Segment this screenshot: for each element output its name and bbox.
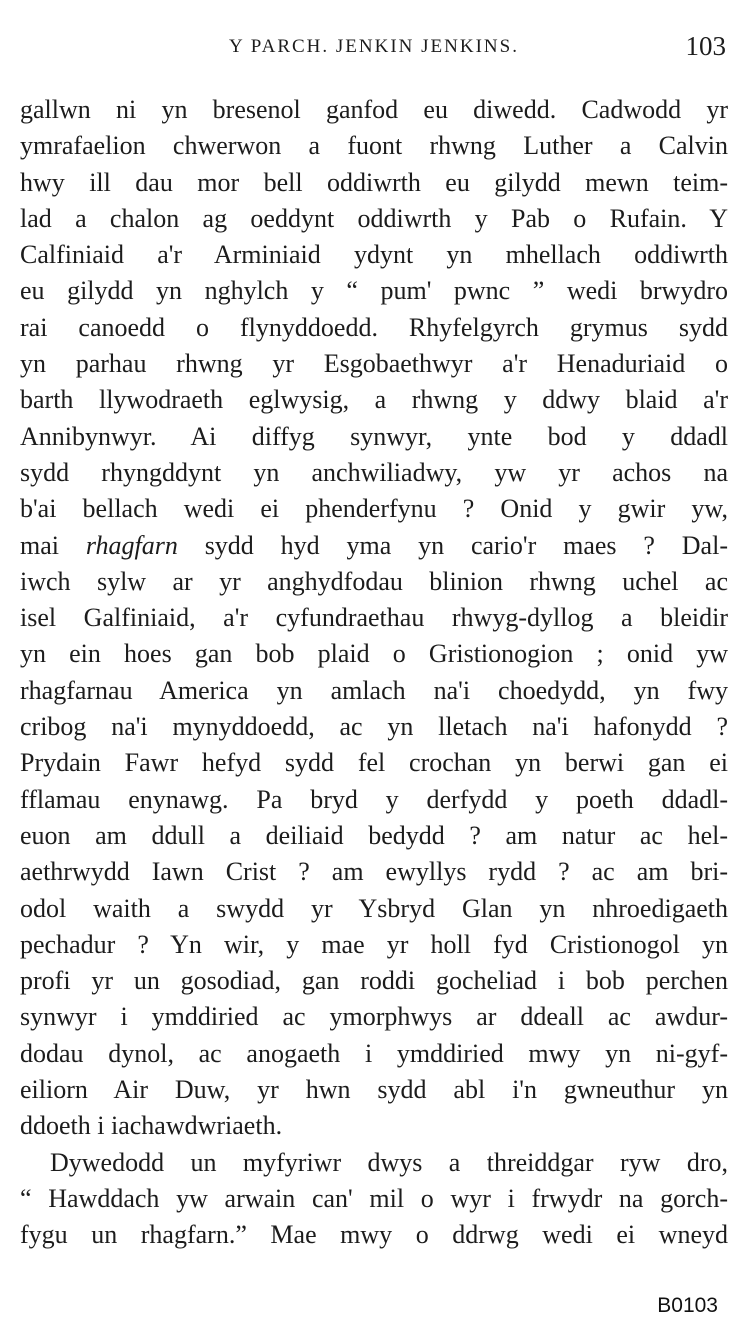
text-line: Calfiniaid a'r Arminiaid ydynt yn mhellach oddiwrth: [20, 240, 728, 270]
text-line: cribog na'i mynyddoedd, ac yn lletach na'i hafonydd ?: [20, 712, 728, 742]
italic-word: rhagfarn: [85, 530, 178, 560]
text-line: eiliorn Air Duw, yr hwn sydd abl i'n gwneuthur yn: [20, 1075, 728, 1105]
text-line: sydd rhyngddynt yn anchwiliadwy, yw yr achos na: [20, 457, 728, 487]
text-line: yn parhau rhwng yr Esgobaethwyr a'r Henaduriaid o: [20, 349, 728, 379]
text-line: fflamau enynawg. Pa bryd y derfydd y poeth ddadl-: [20, 784, 728, 814]
text-line: dodau dynol, ac anogaeth i ymddiried mwy yn ni-gyf-: [20, 1038, 728, 1068]
text-line: isel Galfiniaid, a'r cyfundraethau rhwyg-dyllog a bleidir: [20, 603, 728, 633]
catalog-id: B0103: [657, 1294, 718, 1317]
text-line: fygu un rhagfarn.” Mae mwy o ddrwg wedi ei wneyd: [20, 1220, 728, 1250]
text-line: “ Hawddach yw arwain can' mil o wyr i frwydr na gorch-: [20, 1183, 728, 1213]
running-header: [20, 31, 728, 64]
text-line: eu gilydd yn nghylch y “ pum' pwnc ” wedi brwydro: [20, 276, 728, 306]
text-line: b'ai bellach wedi ei phenderfynu ? Onid y gwir yw,: [20, 494, 728, 524]
text-line: euon am ddull a deiliaid bedydd ? am natur ac hel-: [20, 820, 728, 850]
page-number: 103: [685, 31, 726, 61]
text-line: ddoeth i iachawdwriaeth.: [20, 1111, 283, 1141]
body-text: [20, 92, 728, 1254]
text-line: iwch sylw ar yr anghydfodau blinion rhwng uchel ac: [20, 566, 728, 596]
text-line: ymrafaelion chwerwon a fuont rhwng Luther a Calvin: [20, 131, 728, 161]
text-line: lad a chalon ag oeddynt oddiwrth y Pab o Rufain. Y: [20, 203, 728, 233]
text-line: rhagfarnau America yn amlach na'i choedydd, yn fwy: [20, 675, 728, 705]
running-title: Y PARCH. JENKIN JENKINS.: [229, 36, 519, 57]
text-line: Prydain Fawr hefyd sydd fel crochan yn berwi gan ei: [20, 748, 728, 778]
text-line: yn ein hoes gan bob plaid o Gristionogion ; onid yw: [20, 639, 728, 669]
text-line: Annibynwyr. Ai diffyg synwyr, ynte bod y ddadl: [20, 421, 728, 451]
text-line-with-italic: [20, 528, 728, 564]
text-run: mai: [20, 530, 86, 560]
text-line: profi yr un gosodiad, gan roddi gocheliad i bob perchen: [20, 966, 728, 996]
text-line: synwyr i ymddiried ac ymorphwys ar ddeall ac awdur-: [20, 1002, 728, 1032]
text-line: rai canoedd o flynyddoedd. Rhyfelgyrch grymus sydd: [20, 312, 728, 342]
text-line: aethrwydd Iawn Crist ? am ewyllys rydd ? ac am bri-: [20, 857, 728, 887]
text-line: hwy ill dau mor bell oddiwrth eu gilydd mewn teim-: [20, 167, 728, 197]
text-line: barth llywodraeth eglwysig, a rhwng y ddwy blaid a'r: [20, 385, 728, 415]
text-line: odol waith a swydd yr Ysbryd Glan yn nhroedigaeth: [20, 893, 728, 923]
text-line: Dywedodd un myfyriwr dwys a threiddgar ryw dro,: [50, 1147, 728, 1177]
text-run: sydd hyd yma yn cario'r maes ? Dal-: [177, 530, 728, 560]
text-line: pechadur ? Yn wir, y mae yr holl fyd Cristionogol yn: [20, 929, 728, 959]
text-line: gallwn ni yn bresenol ganfod eu diwedd. Cadwodd yr: [20, 95, 728, 124]
